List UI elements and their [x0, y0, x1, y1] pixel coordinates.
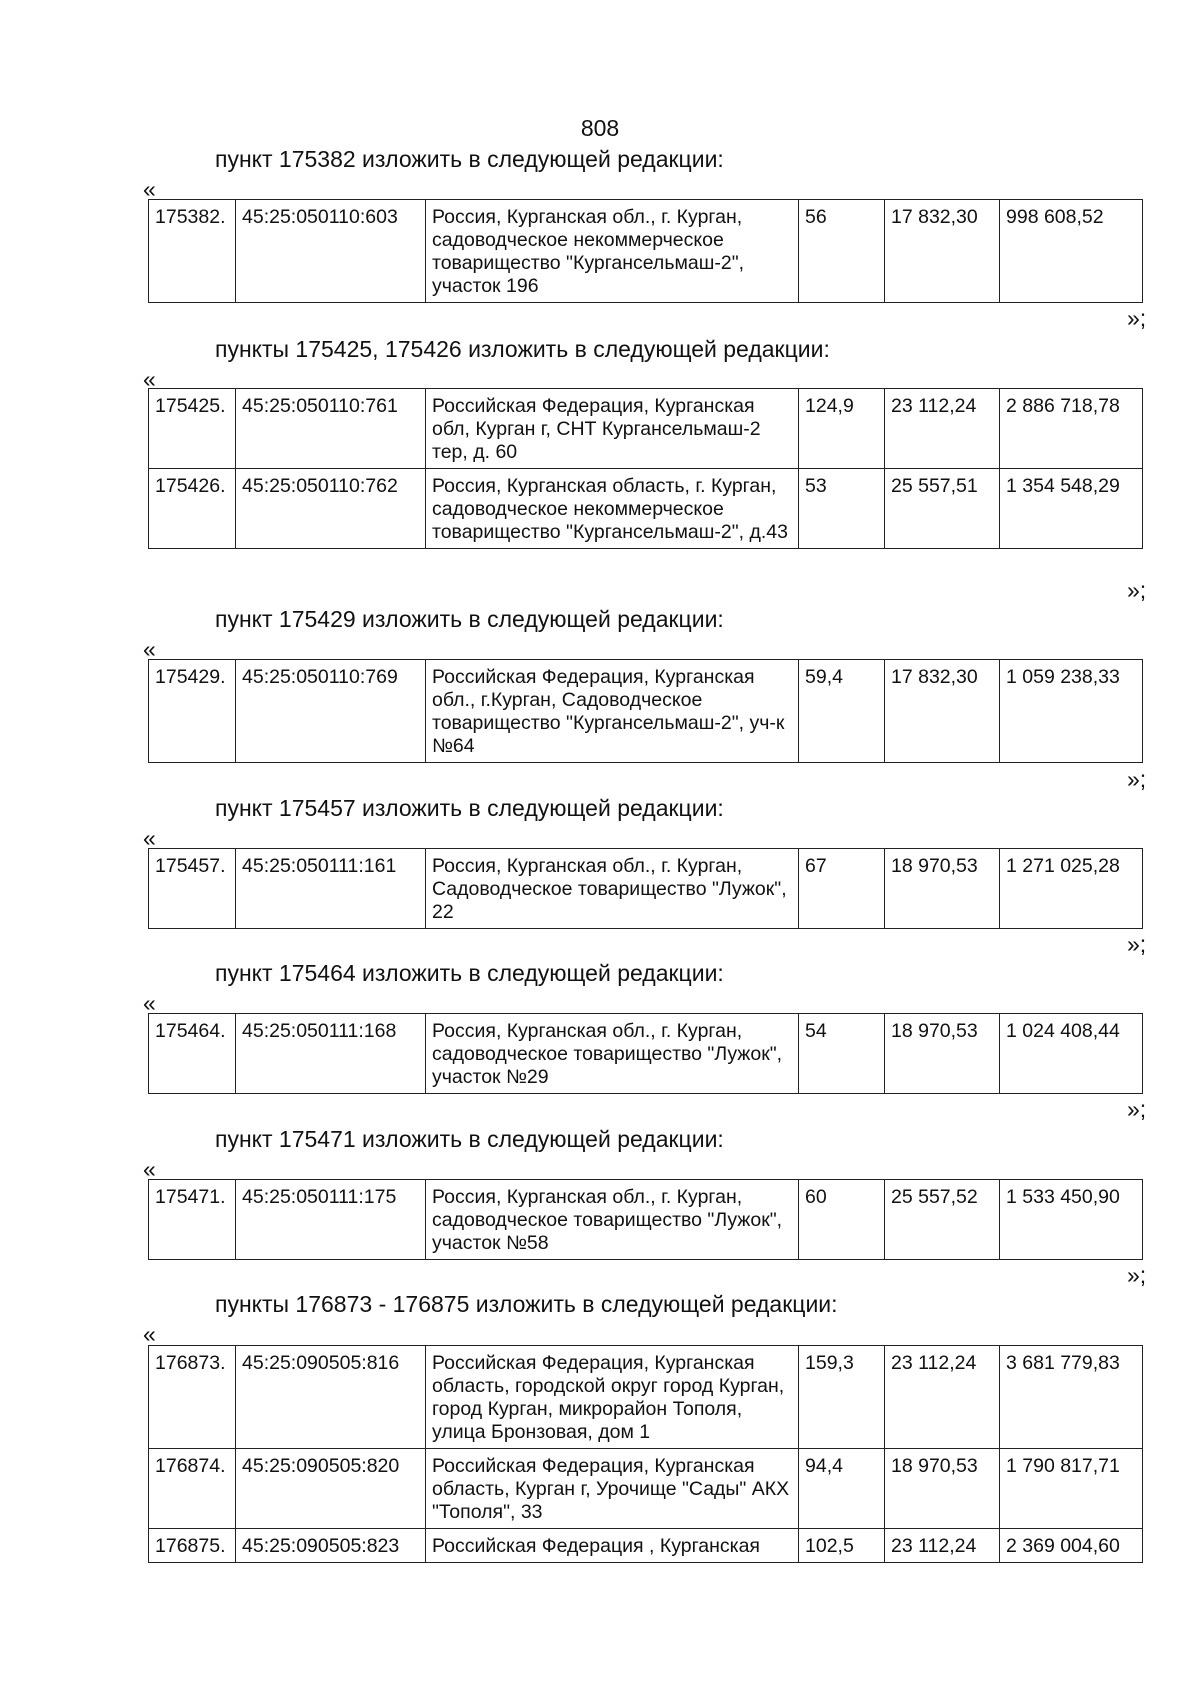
- address: Российская Федерация , Курганская: [426, 1529, 799, 1563]
- close-quote: »;: [1127, 1096, 1147, 1122]
- table-row: [149, 200, 1143, 303]
- close-quote: »;: [1127, 305, 1147, 331]
- section-heading: пункт 175471 изложить в следующей редакции:: [215, 1126, 724, 1152]
- cadastral-number: 45:25:050111:168: [236, 1014, 426, 1094]
- specific-value: 25 557,51: [885, 469, 1000, 549]
- records-table: [148, 199, 1143, 303]
- section-heading: пункт 175464 изложить в следующей редакции:: [215, 960, 724, 986]
- section-heading: пункты 175425, 175426 изложить в следующей редакции:: [215, 336, 830, 362]
- open-quote: «: [143, 366, 156, 392]
- records-table: [148, 1179, 1143, 1260]
- cadastral-number: 45:25:050110:603: [236, 200, 426, 303]
- area: 67: [799, 849, 885, 929]
- table-row: [149, 469, 1143, 549]
- cadastral-number: 45:25:050111:161: [236, 849, 426, 929]
- area: 159,3: [799, 1346, 885, 1449]
- specific-value: 18 970,53: [885, 1449, 1000, 1529]
- address: Россия, Курганская обл., г. Курган, садоводческое товарищество "Лужок", участок №58: [426, 1180, 799, 1260]
- area: 60: [799, 1180, 885, 1260]
- open-quote: «: [143, 636, 156, 662]
- specific-value: 18 970,53: [885, 849, 1000, 929]
- row-number: 176873.: [149, 1346, 236, 1449]
- section-heading: пункт 175382 изложить в следующей редакции:: [215, 146, 724, 172]
- address: Россия, Курганская обл., г. Курган, Садоводческое товарищество "Лужок", 22: [426, 849, 799, 929]
- cadastral-number: 45:25:050110:769: [236, 660, 426, 763]
- address: Россия, Курганская обл., г. Курган, садоводческое товарищество "Лужок", участок №29: [426, 1014, 799, 1094]
- cadastral-value: 998 608,52: [1000, 200, 1143, 303]
- area: 54: [799, 1014, 885, 1094]
- open-quote: «: [143, 176, 156, 202]
- cadastral-value: 2 369 004,60: [1000, 1529, 1143, 1563]
- row-number: 176875.: [149, 1529, 236, 1563]
- specific-value: 17 832,30: [885, 660, 1000, 763]
- row-number: 175457.: [149, 849, 236, 929]
- table-row: [149, 1529, 1143, 1563]
- area: 59,4: [799, 660, 885, 763]
- records-table: [148, 848, 1143, 929]
- close-quote: »;: [1127, 766, 1147, 792]
- area: 94,4: [799, 1449, 885, 1529]
- specific-value: 18 970,53: [885, 1014, 1000, 1094]
- records-table: [148, 388, 1143, 549]
- cadastral-value: 1 354 548,29: [1000, 469, 1143, 549]
- section-heading: пункт 175457 изложить в следующей редакции:: [215, 795, 724, 821]
- address: Россия, Курганская обл., г. Курган, садоводческое некоммерческое товарищество "Кургансельмаш-2", участок 196: [426, 200, 799, 303]
- cadastral-number: 45:25:090505:816: [236, 1346, 426, 1449]
- row-number: 175425.: [149, 389, 236, 469]
- cadastral-number: 45:25:090505:820: [236, 1449, 426, 1529]
- close-quote: »;: [1127, 931, 1147, 957]
- records-table: [148, 1013, 1143, 1094]
- cadastral-value: 1 024 408,44: [1000, 1014, 1143, 1094]
- table-row: [149, 849, 1143, 929]
- page-number: 808: [580, 115, 620, 141]
- row-number: 175382.: [149, 200, 236, 303]
- specific-value: 23 112,24: [885, 1346, 1000, 1449]
- row-number: 175471.: [149, 1180, 236, 1260]
- cadastral-value: 1 533 450,90: [1000, 1180, 1143, 1260]
- open-quote: «: [143, 825, 156, 851]
- area: 102,5: [799, 1529, 885, 1563]
- address: Россия, Курганская область, г. Курган, садоводческое некоммерческое товарищество "Кургансельмаш-2", д.43: [426, 469, 799, 549]
- row-number: 175426.: [149, 469, 236, 549]
- open-quote: «: [143, 1321, 156, 1347]
- specific-value: 23 112,24: [885, 389, 1000, 469]
- table-row: [149, 1014, 1143, 1094]
- cadastral-number: 45:25:090505:823: [236, 1529, 426, 1563]
- address: Российская Федерация, Курганская область, городской округ город Курган, город Курган, микрорайон Тополя, улица Бронзовая, дом 1: [426, 1346, 799, 1449]
- address: Российская Федерация, Курганская обл, Курган г, СНТ Кургансельмаш-2 тер, д. 60: [426, 389, 799, 469]
- specific-value: 25 557,52: [885, 1180, 1000, 1260]
- cadastral-number: 45:25:050110:762: [236, 469, 426, 549]
- close-quote: »;: [1127, 577, 1147, 603]
- close-quote: »;: [1127, 1262, 1147, 1288]
- address: Российская Федерация, Курганская обл., г.Курган, Садоводческое товарищество "Кургансельмаш-2", уч-к №64: [426, 660, 799, 763]
- area: 124,9: [799, 389, 885, 469]
- records-table: [148, 659, 1143, 763]
- table-row: [149, 1180, 1143, 1260]
- area: 56: [799, 200, 885, 303]
- area: 53: [799, 469, 885, 549]
- cadastral-value: 3 681 779,83: [1000, 1346, 1143, 1449]
- cadastral-number: 45:25:050110:761: [236, 389, 426, 469]
- specific-value: 23 112,24: [885, 1529, 1000, 1563]
- specific-value: 17 832,30: [885, 200, 1000, 303]
- open-quote: «: [143, 990, 156, 1016]
- section-heading: пункт 175429 изложить в следующей редакции:: [215, 606, 724, 632]
- open-quote: «: [143, 1156, 156, 1182]
- table-row: [149, 1346, 1143, 1449]
- section-heading: пункты 176873 - 176875 изложить в следующей редакции:: [215, 1291, 838, 1317]
- table-row: [149, 389, 1143, 469]
- address: Российская Федерация, Курганская область, Курган г, Урочище "Сады" АКХ "Тополя", 33: [426, 1449, 799, 1529]
- cadastral-value: 1 059 238,33: [1000, 660, 1143, 763]
- table-row: [149, 660, 1143, 763]
- row-number: 175464.: [149, 1014, 236, 1094]
- cadastral-number: 45:25:050111:175: [236, 1180, 426, 1260]
- cadastral-value: 1 271 025,28: [1000, 849, 1143, 929]
- table-row: [149, 1449, 1143, 1529]
- cadastral-value: 1 790 817,71: [1000, 1449, 1143, 1529]
- row-number: 175429.: [149, 660, 236, 763]
- cadastral-value: 2 886 718,78: [1000, 389, 1143, 469]
- row-number: 176874.: [149, 1449, 236, 1529]
- records-table: [148, 1345, 1143, 1563]
